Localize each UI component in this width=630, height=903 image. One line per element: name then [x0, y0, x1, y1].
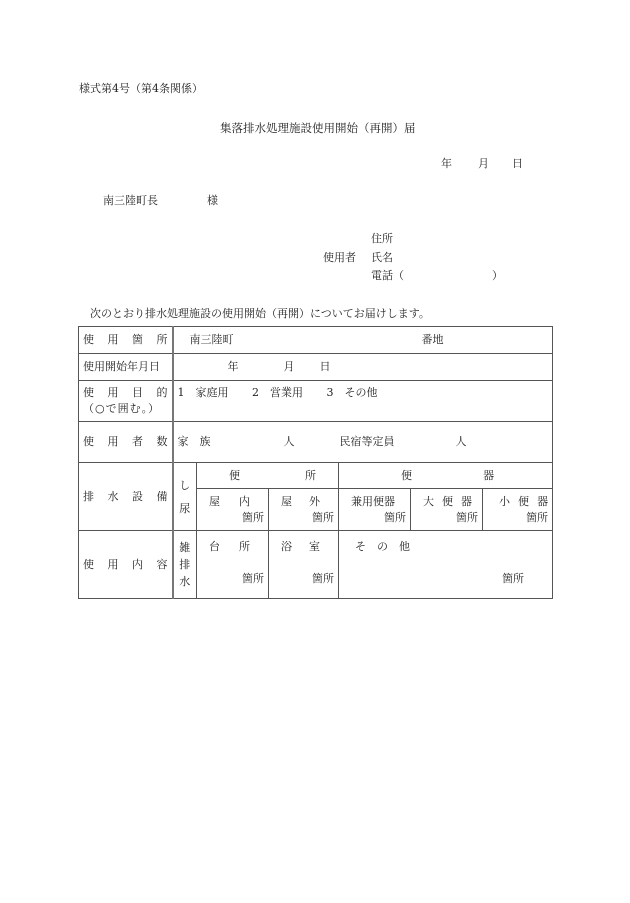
cell-char: 外: [309, 494, 320, 508]
cell-char: 屋: [281, 494, 292, 508]
label-char: 使: [83, 435, 94, 448]
purpose-option-home[interactable]: 1 家庭用: [177, 386, 229, 399]
label-drainage: [79, 463, 173, 531]
label-char: 数: [156, 435, 168, 448]
bathroom-unit: 箇所: [312, 572, 334, 585]
label-char: 排: [179, 558, 191, 571]
cell-char: 便: [518, 494, 530, 508]
shared-fixture-cell[interactable]: [339, 489, 411, 531]
cell-char: 台: [209, 540, 220, 553]
cell-char: 他: [399, 540, 410, 553]
indoor-toilet-cell[interactable]: [197, 489, 269, 531]
outdoor-toilet-cell[interactable]: [269, 489, 339, 531]
date-year: 年: [441, 157, 452, 170]
label-char: 用: [107, 333, 119, 346]
other-usage-unit: 箇所: [502, 572, 525, 585]
row-start-date: [79, 354, 553, 381]
kitchen-unit: 箇所: [242, 572, 264, 585]
start-year: 年: [227, 360, 239, 373]
cell-char: 小: [499, 494, 510, 508]
small-fixture-unit: 箇所: [526, 510, 549, 524]
label-char: 排: [83, 489, 94, 503]
label-char: 水: [107, 489, 119, 503]
cell-char: 所: [239, 540, 250, 553]
label-char: 雑: [179, 541, 191, 554]
label-char: 使: [83, 333, 94, 346]
family-label: 家 族: [177, 435, 211, 448]
purpose-option-business[interactable]: 2 営業用: [252, 386, 303, 399]
phone-label: 電話（: [371, 269, 404, 282]
addressee-name: 南三陸町長: [103, 194, 158, 207]
label-char: 箇: [132, 333, 143, 346]
header-char: 便: [229, 468, 240, 482]
cell-char: 器: [537, 494, 549, 508]
name-label: 氏名: [371, 251, 393, 264]
label-char: 備: [156, 489, 168, 503]
label-usage: [79, 531, 173, 599]
label-char: 容: [156, 557, 168, 571]
label-purpose: [79, 381, 173, 422]
cell-char: 便: [442, 494, 453, 508]
header-char: 所: [305, 468, 316, 482]
label-char: 設: [132, 489, 143, 503]
other-usage-cell[interactable]: [339, 531, 553, 599]
cell-char: 大: [423, 494, 434, 508]
label-char: 使: [83, 386, 94, 399]
label-char: 所: [156, 333, 168, 346]
cell-char: の: [377, 540, 388, 553]
label-char: 的: [156, 386, 168, 399]
row-purpose: [79, 381, 553, 422]
header-char: 器: [483, 468, 495, 482]
start-day: 日: [319, 360, 331, 373]
start-date-field[interactable]: [173, 354, 553, 381]
address-label: 住所: [371, 232, 393, 245]
row-usage: [79, 531, 553, 599]
location-field[interactable]: [173, 327, 553, 354]
label-char: 尿: [179, 501, 191, 515]
indoor-toilet-unit: 箇所: [242, 510, 264, 524]
phone-close: ）: [492, 269, 503, 282]
family-unit: 人: [283, 435, 295, 448]
users-field[interactable]: [173, 422, 553, 463]
location-suffix: 番地: [421, 333, 444, 346]
label-char: 用: [107, 386, 119, 399]
intro-text: 次のとおり排水処理施設の使用開始（再開）についてお届けします。: [90, 307, 430, 320]
date-day: 日: [512, 157, 523, 170]
outdoor-toilet-unit: 箇所: [312, 510, 334, 524]
label-start-date: 使用開始年月日: [79, 354, 173, 381]
shared-fixture-unit: 箇所: [384, 510, 406, 524]
row-users: [79, 422, 553, 463]
date-month: 月: [478, 157, 489, 170]
start-month: 月: [283, 360, 295, 373]
cell-char: 室: [309, 540, 320, 553]
small-fixture-cell[interactable]: [483, 489, 553, 531]
label-char: 目: [132, 386, 143, 399]
applicant-label: 使用者: [323, 251, 356, 264]
label-char: 水: [179, 575, 191, 588]
large-fixture-cell[interactable]: [411, 489, 483, 531]
row-drainage-header: [79, 463, 553, 489]
row-location: [79, 327, 553, 354]
label-char: 用: [107, 557, 119, 571]
document-title: 集落排水処理施設使用開始（再開）届: [220, 121, 416, 135]
cell-char: 内: [239, 494, 250, 508]
kitchen-cell[interactable]: [197, 531, 269, 599]
header-char: 便: [401, 468, 412, 482]
label-gray-water: [173, 531, 197, 599]
lodging-label: 民宿等定員: [339, 435, 395, 448]
lodging-unit: 人: [455, 435, 467, 448]
label-night-soil: [173, 463, 197, 531]
purpose-note: （○で囲む。）: [83, 402, 161, 415]
form-number: 様式第4号（第4条関係）: [79, 82, 203, 95]
purpose-option-other[interactable]: 3 その他: [326, 386, 378, 399]
label-char: 者: [132, 435, 143, 448]
toilet-header: [197, 463, 339, 489]
cell-label: 兼用便器: [351, 494, 395, 508]
label-char: し: [179, 478, 191, 492]
large-fixture-unit: 箇所: [456, 510, 478, 524]
label-char: 内: [132, 557, 143, 571]
location-town: 南三陸町: [189, 333, 234, 346]
application-form-table: [78, 326, 553, 599]
label-char: 用: [107, 435, 119, 448]
label-char: 使: [83, 557, 94, 571]
cell-char: 浴: [281, 540, 292, 553]
purpose-options: [173, 381, 553, 422]
bathroom-cell[interactable]: [269, 531, 339, 599]
cell-char: 器: [461, 494, 472, 508]
label-users: [79, 422, 173, 463]
fixture-header: [339, 463, 553, 489]
label-location: [79, 327, 173, 354]
cell-char: 屋: [209, 494, 220, 508]
addressee-honorific: 様: [207, 194, 218, 207]
cell-char: そ: [355, 540, 366, 553]
